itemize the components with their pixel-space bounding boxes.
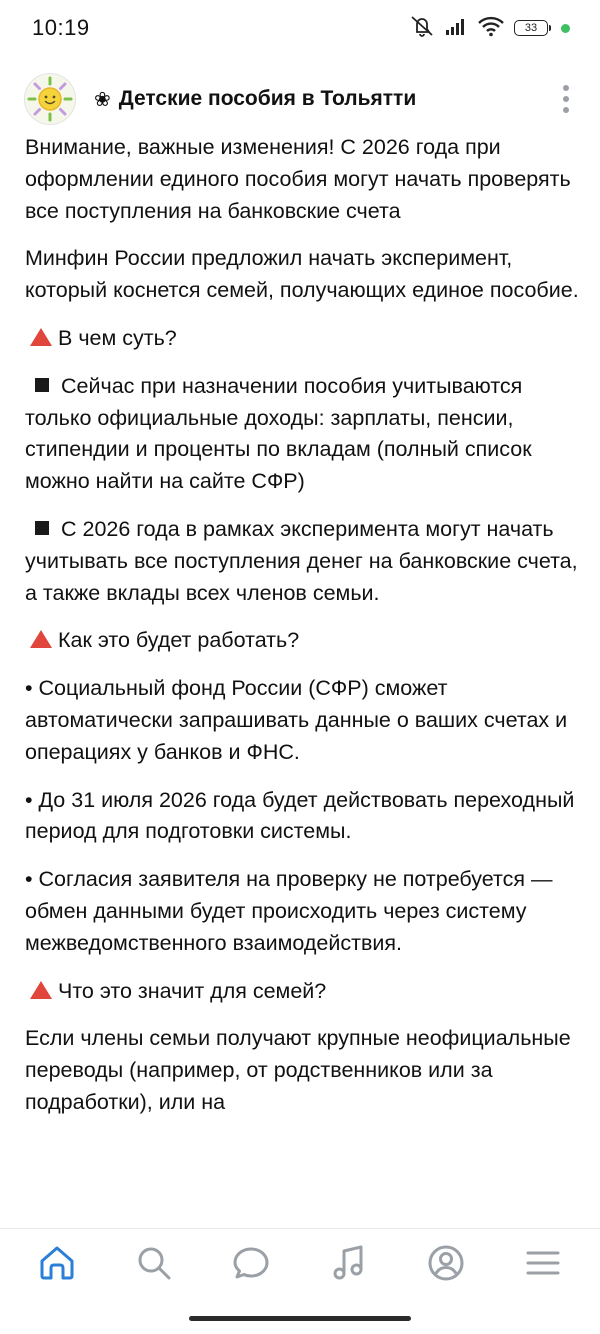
profile-icon — [426, 1243, 466, 1283]
section-heading: Что это значит для семей? — [25, 976, 585, 1008]
status-bar — [0, 0, 600, 56]
more-options-icon[interactable] — [554, 79, 578, 119]
paragraph: Минфин России предложил начать эксперимент, который коснется семей, получающих единое пособие. — [25, 246, 579, 303]
signal-icon — [444, 16, 468, 41]
nav-menu[interactable] — [515, 1235, 571, 1291]
paragraph: Сейчас при назначении пособия учитываются только официальные доходы: зарплаты, пенсии, стипендии и проценты по вкладам (полный список можно найти на сайте СФР) — [25, 373, 532, 494]
nav-search[interactable] — [126, 1235, 182, 1291]
nav-profile[interactable] — [418, 1235, 474, 1291]
nav-home[interactable] — [29, 1235, 85, 1291]
group-name-text: Детские пособия в Тольятти — [118, 87, 417, 110]
black-square-icon — [35, 521, 49, 535]
post-header — [0, 68, 600, 130]
red-triangle-icon — [30, 981, 52, 999]
battery-level: 33 — [524, 22, 538, 34]
status-time: 10:19 — [32, 15, 90, 40]
flower-icon: ❀ — [94, 88, 111, 111]
paragraph: Если члены семьи получают крупные неофициальные переводы (например, от родственников или за подработки), или на — [25, 1026, 571, 1114]
paragraph: С 2026 года в рамках эксперимента могут начать учитывать все поступления денег на банковские счета, а также вклады всех членов семьи. — [25, 516, 578, 605]
status-icons — [409, 15, 570, 42]
group-name[interactable] — [94, 87, 554, 112]
sun-logo-icon — [25, 74, 75, 124]
bullet-item: • Согласия заявителя на проверку не потребуется — обмен данными будет происходить через систему межведомственного взаимодействия. — [25, 867, 553, 955]
notification-dot-icon — [561, 24, 570, 33]
black-square-icon — [35, 378, 49, 392]
messages-icon — [231, 1243, 271, 1283]
section-heading: Как это будет работать? — [25, 625, 585, 657]
bullet-item: • До 31 июля 2026 года будет действовать переходный период для подготовки системы. — [25, 787, 575, 844]
wifi-icon — [477, 15, 505, 42]
red-triangle-icon — [30, 328, 52, 346]
group-avatar[interactable] — [24, 73, 76, 125]
mute-icon — [409, 15, 435, 42]
bullet-item: • Социальный фонд России (СФР) сможет автоматически запрашивать данные о ваших счетах и операциях у банков и ФНС. — [25, 676, 568, 764]
home-icon — [37, 1243, 77, 1283]
search-icon — [134, 1243, 174, 1283]
section-heading: В чем суть? — [25, 323, 585, 355]
nav-music[interactable] — [321, 1235, 377, 1291]
red-triangle-icon — [30, 630, 52, 648]
post-text — [25, 132, 585, 1135]
nav-messages[interactable] — [223, 1235, 279, 1291]
menu-icon — [523, 1243, 563, 1283]
battery-icon — [514, 20, 548, 36]
music-icon — [329, 1243, 369, 1283]
paragraph: Внимание, важные изменения! С 2026 года при оформлении единого пособия могут начать проверять все поступления на банковские счета — [25, 135, 571, 223]
home-indicator[interactable] — [189, 1316, 411, 1321]
